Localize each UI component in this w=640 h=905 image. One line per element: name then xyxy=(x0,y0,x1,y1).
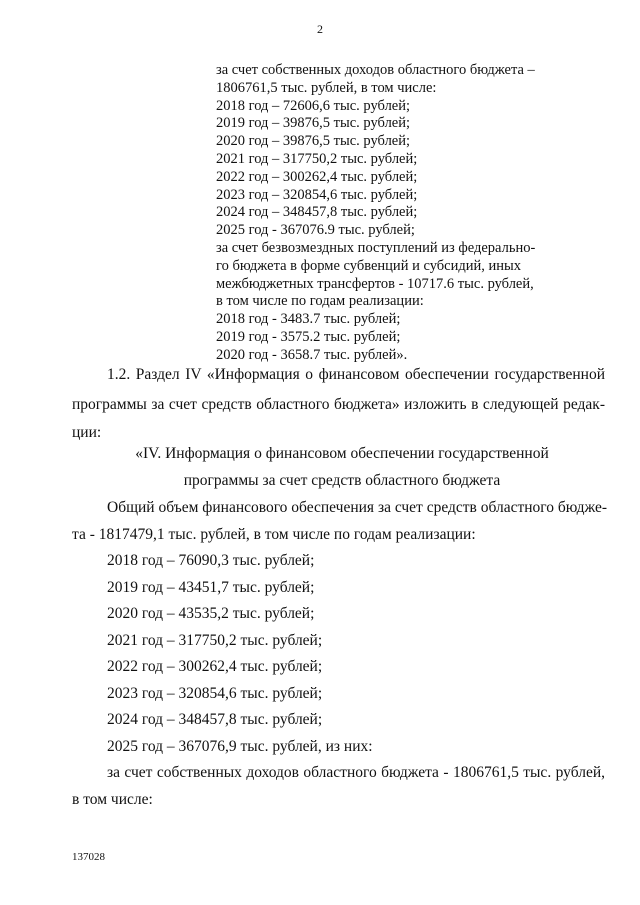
text-line: го бюджета в форме субвенций и субсидий, иных xyxy=(216,257,521,274)
text-line: 2025 год - 367076.9 тыс. рублей; xyxy=(216,222,415,239)
text-line: межбюджетных трансфертов - 10717.6 тыс. рублей, xyxy=(216,275,534,292)
year-item: 2020 год – 43535,2 тыс. рублей; xyxy=(107,605,315,622)
text-line: 2018 год – 72606,6 тыс. рублей; xyxy=(216,97,411,114)
section-1-2-line-2: программы за счет средств областного бюджета» изложить в следующей редак- xyxy=(72,396,605,413)
year-item: 2019 год – 43451,7 тыс. рублей; xyxy=(107,579,315,596)
section-heading-line-2: программы за счет средств областного бюджета xyxy=(183,472,501,489)
own-income-line-2: в том числе: xyxy=(72,791,153,808)
page-number: 2 xyxy=(317,22,323,36)
text-line: 2023 год – 320854,6 тыс. рублей; xyxy=(216,186,418,203)
text-line: 2024 год – 348457,8 тыс. рублей; xyxy=(216,204,418,221)
text-line: 2020 год - 3658.7 тыс. рублей». xyxy=(216,346,408,363)
text-line: 1806761,5 тыс. рублей, в том числе: xyxy=(216,79,437,96)
year-item: 2024 год – 348457,8 тыс. рублей; xyxy=(107,711,323,728)
year-item: 2025 год – 367076,9 тыс. рублей, из них: xyxy=(107,738,373,755)
own-income-line-1: за счет собственных доходов областного бюджета - 1806761,5 тыс. рублей, xyxy=(107,764,605,781)
text-line: за счет собственных доходов областного бюджета – xyxy=(216,62,535,78)
year-item: 2018 год – 76090,3 тыс. рублей; xyxy=(107,552,315,569)
text-line: 2019 год – 39876,5 тыс. рублей; xyxy=(216,115,411,132)
document-code: 137028 xyxy=(72,851,105,863)
text-line: за счет безвозмездных поступлений из федерально- xyxy=(216,239,536,256)
year-item: 2022 год – 300262,4 тыс. рублей; xyxy=(107,658,323,675)
section-1-2-line-1: 1.2. Раздел IV «Информация о финансовом обеспечении государственной xyxy=(107,366,605,383)
text-line: 2020 год – 39876,5 тыс. рублей; xyxy=(216,133,411,150)
year-item: 2023 год – 320854,6 тыс. рублей; xyxy=(107,685,323,702)
own-income-breakdown-block xyxy=(216,62,535,365)
total-volume-line-1: Общий объем финансового обеспечения за счет средств областного бюдже- xyxy=(107,499,608,516)
text-line: в том числе по годам реализации: xyxy=(216,293,424,310)
text-line: 2019 год - 3575.2 тыс. рублей; xyxy=(216,328,401,345)
total-volume-line-2: та - 1817479,1 тыс. рублей, в том числе по годам реализации: xyxy=(72,526,476,543)
section-1-2-line-3: ции: xyxy=(72,424,102,441)
year-item: 2021 год – 317750,2 тыс. рублей; xyxy=(107,632,323,649)
text-line: 2021 год – 317750,2 тыс. рублей; xyxy=(216,150,418,167)
text-line: 2018 год - 3483.7 тыс. рублей; xyxy=(216,311,401,328)
section-heading-line-1: «IV. Информация о финансовом обеспечении государственной xyxy=(135,445,549,462)
text-line: 2022 год – 300262,4 тыс. рублей; xyxy=(216,168,418,185)
